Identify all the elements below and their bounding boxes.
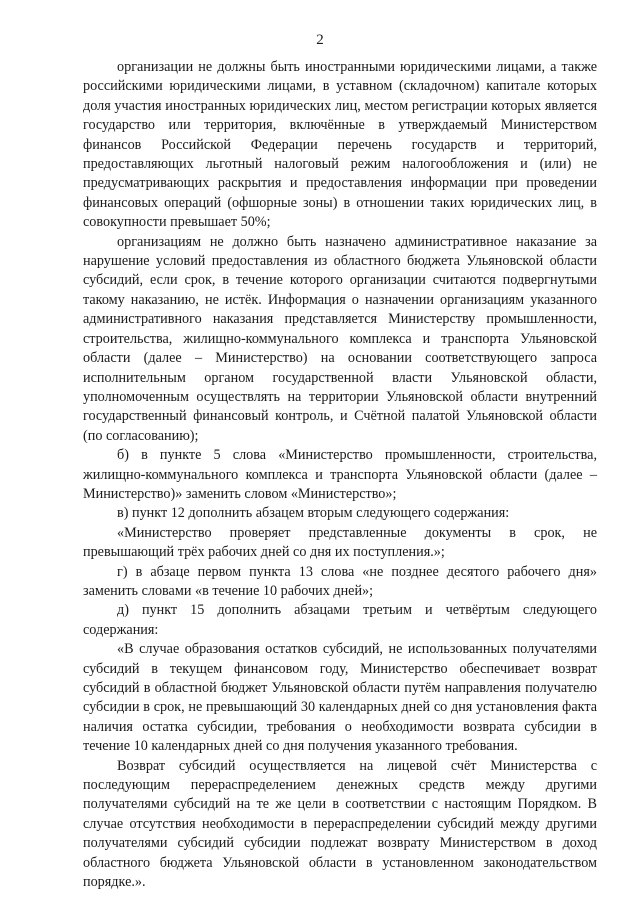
paragraph: б) в пункте 5 слова «Министерство промышленности, строительства, жилищно-коммунального комплекса и транспорта Ульяновской области (далее – Министерство)» заменить словом «Министерство»; [83,447,597,502]
paragraph: организации не должны быть иностранными юридическими лицами, а также российскими юридическими лицами, в уставном (складочном) капитале которых доля участия иностранных юридических лиц, местом регистрации которых является государство или территория, включённые в утверждаемый Министерством финансов Российской Федерации перечень государств и территорий, предоставляющих льготный налоговый режим налогообложения и (или) не предусматривающих раскрытия и предоставления информации при проведении финансовых операций (офшорные зоны) в отношении таких юридических лиц, в совокупности превышает 50%; [83,59,597,231]
paragraph: в) пункт 12 дополнить абзацем вторым следующего содержания: [117,505,510,522]
document-body [83,58,597,892]
paragraph: г) в абзаце первом пункта 13 слова «не позднее десятого рабочего дня» заменить словами «в течение 10 рабочих дней»; [83,563,597,599]
paragraph: «Министерство проверяет представленные документы в срок, не превышающий трёх рабочих дней со дня их поступления.»; [83,524,597,561]
paragraph: организациям не должно быть назначено административное наказание за нарушение условий предоставления из областного бюджета Ульяновской области субсидий, если срок, в течение которого организации считаются подвергнутыми такому наказанию, не истёк. Информация о назначении организациям указанного административного наказания представляется Министерству промышленности, строительства, жилищно-коммунального комплекса и транспорта Ульяновской области (далее – Министерство) на основании соответствующего запроса исполнительным органом государственной власти Ульяновской области, уполномоченным осуществлять на территории Ульяновской области внутренний государственный финансовый контроль, и Счётной палатой Ульяновской области (по согласованию); [83,233,597,444]
paragraph: д) пункт 15 дополнить абзацами третьим и четвёртым следующего содержания: [83,602,597,638]
paragraph: «В случае образования остатков субсидий, не использованных получателями субсидий в текущем финансовом году, Министерство обеспечивает возврат субсидий в областной бюджет Ульяновской области путём направления получателю субсидии в срок, не превышающий 30 календарных дней со дня установления факта наличия остатка субсидии, требования о необходимости возврата субсидии в течение 10 календарных дней со дня получения указанного требования. [83,641,597,755]
paragraph: Возврат субсидий осуществляется на лицевой счёт Министерства с последующим перераспределением денежных средств между другими получателями субсидий на те же цели в соответствии с настоящим Порядком. В случае отсутствия необходимости в перераспределении субсидий между другими получателями субсидий субсидии подлежат возврату Министерством в доход областного бюджета Ульяновской области в установленном законодательством порядке.». [83,757,597,891]
page-number: 2 [316,32,324,48]
